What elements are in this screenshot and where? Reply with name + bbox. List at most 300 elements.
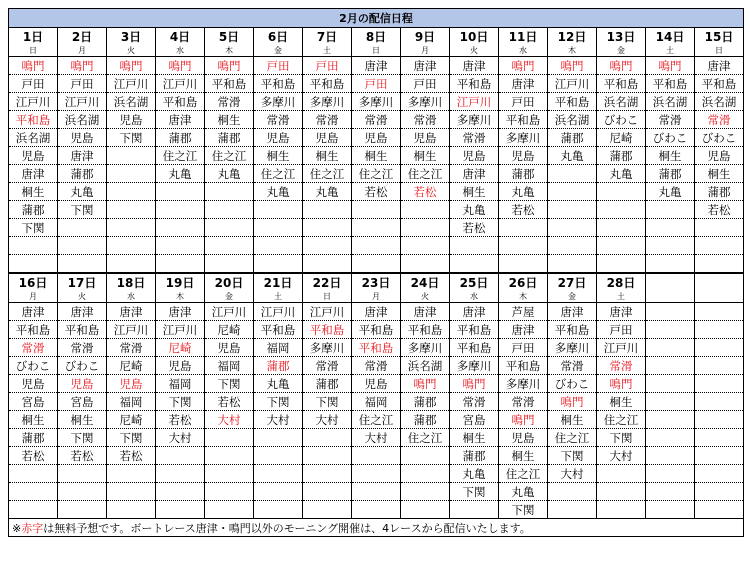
venue-cell: 住之江: [548, 429, 597, 447]
weekday-label: 木: [548, 45, 597, 57]
venue-cell: [205, 501, 254, 519]
venue-cell: [205, 237, 254, 255]
venue-cell: [646, 339, 695, 357]
venue-cell: 常滑: [9, 339, 58, 357]
venue-cell: 常滑: [597, 357, 646, 375]
day-number: 1日: [9, 28, 58, 46]
venue-cell: 下関: [205, 375, 254, 393]
venue-cell: [401, 219, 450, 237]
venue-cell: 鳴門: [450, 375, 499, 393]
venue-cell: 浜名湖: [597, 93, 646, 111]
venue-cell: [646, 501, 695, 519]
venue-cell: 多摩川: [548, 339, 597, 357]
venue-cell: [205, 429, 254, 447]
venue-cell: 児島: [303, 129, 352, 147]
weekday-label: 日: [695, 45, 744, 57]
venue-cell: 大村: [205, 411, 254, 429]
venue-cell: 浜名湖: [58, 111, 107, 129]
venue-cell: [9, 465, 58, 483]
venue-cell: [695, 447, 744, 465]
venue-cell: 蒲郡: [597, 147, 646, 165]
venue-cell: [401, 447, 450, 465]
venue-cell: [352, 447, 401, 465]
venue-cell: 芦屋: [499, 303, 548, 321]
venue-cell: [205, 255, 254, 274]
venue-cell: [107, 465, 156, 483]
venue-cell: 唐津: [401, 57, 450, 75]
venue-row: [9, 75, 744, 93]
venue-cell: 鳴門: [499, 411, 548, 429]
day-number: 20日: [205, 273, 254, 291]
venue-cell: [303, 201, 352, 219]
venue-cell: 多摩川: [352, 93, 401, 111]
venue-row: [9, 447, 744, 465]
venue-cell: [9, 255, 58, 274]
venue-cell: [107, 237, 156, 255]
venue-row: [9, 411, 744, 429]
venue-cell: [499, 237, 548, 255]
venue-cell: [254, 465, 303, 483]
venue-cell: 桐生: [548, 411, 597, 429]
venue-cell: 児島: [450, 147, 499, 165]
venue-cell: 大村: [597, 447, 646, 465]
venue-cell: [107, 183, 156, 201]
venue-cell: 下関: [254, 393, 303, 411]
venue-cell: [58, 465, 107, 483]
venue-cell: 住之江: [499, 465, 548, 483]
venue-cell: 平和島: [499, 111, 548, 129]
venue-cell: [597, 219, 646, 237]
schedule-sheet: [8, 8, 744, 537]
day-number: 21日: [254, 273, 303, 291]
venue-cell: 常滑: [352, 357, 401, 375]
venue-cell: [9, 483, 58, 501]
venue-cell: [401, 483, 450, 501]
day-number: 27日: [548, 273, 597, 291]
venue-cell: [695, 339, 744, 357]
venue-cell: 蒲郡: [646, 165, 695, 183]
venue-cell: 住之江: [205, 147, 254, 165]
venue-cell: 常滑: [303, 111, 352, 129]
venue-cell: 平和島: [450, 321, 499, 339]
venue-cell: [646, 219, 695, 237]
venue-cell: [548, 237, 597, 255]
venue-cell: 常滑: [499, 393, 548, 411]
venue-cell: 福岡: [107, 393, 156, 411]
venue-cell: 鳴門: [107, 57, 156, 75]
weekday-label: 月: [58, 45, 107, 57]
venue-cell: 桐生: [597, 393, 646, 411]
venue-cell: 江戸川: [450, 93, 499, 111]
venue-cell: 尼崎: [156, 339, 205, 357]
venue-cell: 浜名湖: [548, 111, 597, 129]
venue-cell: [303, 255, 352, 274]
venue-cell: [156, 201, 205, 219]
venue-cell: 桐生: [450, 429, 499, 447]
weekday-label: 日: [303, 291, 352, 303]
venue-cell: [254, 429, 303, 447]
weekday-label: 日: [352, 45, 401, 57]
venue-cell: [646, 447, 695, 465]
venue-cell: 下関: [107, 129, 156, 147]
venue-cell: 鳴門: [597, 375, 646, 393]
venue-cell: 児島: [401, 129, 450, 147]
venue-cell: 住之江: [352, 411, 401, 429]
venue-cell: 桐生: [9, 411, 58, 429]
venue-cell: びわこ: [548, 375, 597, 393]
venue-cell: [597, 465, 646, 483]
venue-cell: 平和島: [450, 339, 499, 357]
venue-cell: [695, 303, 744, 321]
venue-row: [9, 147, 744, 165]
venue-cell: 唐津: [156, 111, 205, 129]
venue-cell: [107, 165, 156, 183]
venue-cell: 児島: [499, 429, 548, 447]
venue-cell: 多摩川: [450, 111, 499, 129]
venue-cell: 平和島: [254, 321, 303, 339]
venue-cell: 児島: [156, 357, 205, 375]
footer-red-word: 赤字: [21, 521, 44, 535]
venue-cell: [597, 255, 646, 274]
venue-cell: 多摩川: [303, 339, 352, 357]
venue-cell: [254, 255, 303, 274]
venue-cell: 蒲郡: [548, 129, 597, 147]
venue-cell: 戸田: [58, 75, 107, 93]
venue-cell: 児島: [499, 147, 548, 165]
venue-cell: 若松: [352, 183, 401, 201]
venue-cell: [254, 501, 303, 519]
weekday-label: 木: [499, 291, 548, 303]
venue-cell: 丸亀: [450, 201, 499, 219]
venue-cell: 桐生: [499, 447, 548, 465]
venue-cell: 若松: [499, 201, 548, 219]
venue-cell: 若松: [401, 183, 450, 201]
venue-cell: 尼崎: [107, 357, 156, 375]
venue-cell: [156, 501, 205, 519]
venue-cell: [548, 219, 597, 237]
venue-cell: 唐津: [58, 303, 107, 321]
venue-cell: [156, 465, 205, 483]
venue-cell: [303, 219, 352, 237]
venue-cell: 唐津: [352, 303, 401, 321]
venue-cell: [303, 465, 352, 483]
venue-cell: 多摩川: [254, 93, 303, 111]
venue-cell: 児島: [58, 375, 107, 393]
venue-cell: 大村: [548, 465, 597, 483]
venue-cell: [9, 501, 58, 519]
venue-cell: 丸亀: [646, 183, 695, 201]
venue-cell: 桐生: [646, 147, 695, 165]
weekday-label: [695, 291, 744, 303]
venue-cell: 蒲郡: [9, 429, 58, 447]
venue-cell: [303, 429, 352, 447]
venue-cell: [695, 321, 744, 339]
day-number: 4日: [156, 28, 205, 46]
venue-cell: [695, 357, 744, 375]
venue-cell: 蒲郡: [401, 411, 450, 429]
venue-cell: [499, 219, 548, 237]
venue-cell: 鳴門: [499, 57, 548, 75]
venue-cell: [548, 501, 597, 519]
venue-cell: 尼崎: [107, 411, 156, 429]
weekday-label: 土: [303, 45, 352, 57]
weekday-label: 日: [9, 45, 58, 57]
venue-cell: [9, 237, 58, 255]
day-number: 8日: [352, 28, 401, 46]
venue-cell: [597, 237, 646, 255]
venue-row: [9, 429, 744, 447]
venue-cell: 住之江: [254, 165, 303, 183]
venue-cell: [646, 411, 695, 429]
day-number: 5日: [205, 28, 254, 46]
weekday-label: 水: [156, 45, 205, 57]
venue-cell: びわこ: [9, 357, 58, 375]
venue-cell: [695, 375, 744, 393]
venue-cell: 住之江: [303, 165, 352, 183]
weekday-label: 金: [254, 45, 303, 57]
venue-cell: 江戸川: [58, 93, 107, 111]
venue-cell: 丸亀: [303, 183, 352, 201]
day-number: 28日: [597, 273, 646, 291]
venue-row: [9, 483, 744, 501]
venue-cell: 蒲郡: [401, 393, 450, 411]
venue-cell: 福岡: [156, 375, 205, 393]
venue-cell: [156, 483, 205, 501]
venue-cell: 児島: [352, 375, 401, 393]
weekday-label: 月: [401, 45, 450, 57]
venue-cell: 尼崎: [205, 321, 254, 339]
venue-cell: [254, 447, 303, 465]
venue-cell: [254, 219, 303, 237]
weekday-label: 金: [597, 45, 646, 57]
venue-cell: 平和島: [156, 93, 205, 111]
venue-cell: [156, 255, 205, 274]
venue-cell: 唐津: [156, 303, 205, 321]
venue-cell: びわこ: [58, 357, 107, 375]
venue-cell: 児島: [9, 375, 58, 393]
venue-cell: [205, 483, 254, 501]
day-number: 24日: [401, 273, 450, 291]
venue-cell: 常滑: [450, 129, 499, 147]
venue-cell: 蒲郡: [58, 165, 107, 183]
weekday-label: 火: [107, 45, 156, 57]
venue-cell: [303, 237, 352, 255]
weekday-label: [646, 291, 695, 303]
venue-cell: 常滑: [254, 111, 303, 129]
venue-cell: 鳴門: [58, 57, 107, 75]
venue-cell: 平和島: [695, 75, 744, 93]
venue-cell: [352, 483, 401, 501]
day-number: 12日: [548, 28, 597, 46]
day-number: 10日: [450, 28, 499, 46]
venue-cell: 江戸川: [156, 75, 205, 93]
venue-cell: 児島: [58, 129, 107, 147]
venue-cell: 丸亀: [58, 183, 107, 201]
venue-cell: 丸亀: [548, 147, 597, 165]
venue-cell: [597, 201, 646, 219]
day-number: 25日: [450, 273, 499, 291]
venue-row: [9, 321, 744, 339]
venue-cell: 常滑: [401, 111, 450, 129]
venue-cell: [548, 483, 597, 501]
venue-cell: 常滑: [303, 357, 352, 375]
venue-row: [9, 393, 744, 411]
venue-cell: 下関: [58, 201, 107, 219]
venue-cell: 丸亀: [597, 165, 646, 183]
venue-row: [9, 303, 744, 321]
venue-cell: 丸亀: [254, 375, 303, 393]
venue-cell: 蒲郡: [450, 447, 499, 465]
venue-cell: 丸亀: [254, 183, 303, 201]
venue-cell: [548, 183, 597, 201]
venue-cell: [107, 501, 156, 519]
venue-cell: [597, 483, 646, 501]
venue-cell: [695, 501, 744, 519]
venue-cell: 福岡: [352, 393, 401, 411]
venue-cell: 平和島: [352, 339, 401, 357]
venue-cell: 下関: [303, 393, 352, 411]
venue-cell: [254, 483, 303, 501]
venue-cell: 江戸川: [205, 303, 254, 321]
venue-cell: 桐生: [9, 183, 58, 201]
day-number: 6日: [254, 28, 303, 46]
venue-cell: 常滑: [695, 111, 744, 129]
venue-cell: 児島: [352, 129, 401, 147]
venue-cell: [646, 393, 695, 411]
venue-cell: 平和島: [303, 75, 352, 93]
venue-cell: [303, 447, 352, 465]
venue-cell: 下関: [499, 501, 548, 519]
venue-cell: 唐津: [107, 303, 156, 321]
day-number: 9日: [401, 28, 450, 46]
venue-cell: 大村: [156, 429, 205, 447]
venue-cell: 常滑: [205, 93, 254, 111]
venue-cell: [401, 255, 450, 274]
venue-cell: [646, 201, 695, 219]
venue-cell: [646, 237, 695, 255]
venue-row: [9, 57, 744, 75]
venue-cell: 桐生: [303, 147, 352, 165]
venue-cell: [156, 183, 205, 201]
venue-cell: 多摩川: [303, 93, 352, 111]
venue-cell: [58, 255, 107, 274]
venue-cell: [156, 219, 205, 237]
venue-cell: [401, 501, 450, 519]
venue-cell: 桐生: [695, 165, 744, 183]
venue-cell: [597, 501, 646, 519]
venue-cell: 丸亀: [499, 183, 548, 201]
venue-cell: 鳴門: [548, 393, 597, 411]
schedule-table: [8, 8, 744, 537]
venue-cell: [499, 255, 548, 274]
venue-cell: 戸田: [352, 75, 401, 93]
venue-cell: 蒲郡: [156, 129, 205, 147]
venue-row: [9, 129, 744, 147]
weekday-label: 月: [9, 291, 58, 303]
venue-cell: [303, 501, 352, 519]
venue-cell: 唐津: [450, 165, 499, 183]
venue-cell: [352, 501, 401, 519]
venue-cell: 唐津: [450, 303, 499, 321]
venue-cell: 若松: [205, 393, 254, 411]
venue-cell: 唐津: [548, 303, 597, 321]
venue-cell: 住之江: [401, 165, 450, 183]
weekday-label: 水: [499, 45, 548, 57]
venue-cell: 平和島: [9, 111, 58, 129]
venue-cell: [254, 201, 303, 219]
venue-cell: [156, 447, 205, 465]
day-number: 18日: [107, 273, 156, 291]
venue-cell: 戸田: [254, 57, 303, 75]
venue-cell: 江戸川: [156, 321, 205, 339]
day-number: 15日: [695, 28, 744, 46]
venue-cell: [646, 465, 695, 483]
venue-cell: 下関: [58, 429, 107, 447]
venue-cell: 住之江: [401, 429, 450, 447]
venue-cell: 鳴門: [646, 57, 695, 75]
venue-cell: [695, 255, 744, 274]
venue-cell: 江戸川: [254, 303, 303, 321]
venue-cell: [156, 237, 205, 255]
venue-cell: [450, 255, 499, 274]
footer-note: [9, 519, 744, 537]
footer-row: [9, 519, 744, 537]
venue-cell: [695, 237, 744, 255]
weekday-label: 木: [156, 291, 205, 303]
venue-row: [9, 465, 744, 483]
venue-cell: 桐生: [352, 147, 401, 165]
venue-cell: [695, 393, 744, 411]
venue-cell: [205, 447, 254, 465]
venue-cell: [205, 465, 254, 483]
venue-cell: 多摩川: [401, 93, 450, 111]
venue-cell: 常滑: [450, 393, 499, 411]
venue-row: [9, 219, 744, 237]
venue-cell: 鳴門: [9, 57, 58, 75]
day-number: 7日: [303, 28, 352, 46]
venue-cell: 丸亀: [156, 165, 205, 183]
venue-cell: 戸田: [401, 75, 450, 93]
weekday-label: 火: [450, 45, 499, 57]
venue-cell: 児島: [9, 147, 58, 165]
venue-cell: 常滑: [548, 357, 597, 375]
venue-cell: [303, 483, 352, 501]
day-number: 23日: [352, 273, 401, 291]
venue-row: [9, 93, 744, 111]
venue-cell: 福岡: [254, 339, 303, 357]
venue-cell: 丸亀: [499, 483, 548, 501]
venue-cell: 江戸川: [597, 339, 646, 357]
venue-cell: [205, 183, 254, 201]
venue-cell: 江戸川: [548, 75, 597, 93]
venue-cell: 若松: [695, 201, 744, 219]
venue-cell: 浜名湖: [646, 93, 695, 111]
venue-cell: 下関: [450, 483, 499, 501]
day-number: 19日: [156, 273, 205, 291]
venue-cell: 若松: [58, 447, 107, 465]
venue-cell: 児島: [107, 375, 156, 393]
venue-cell: 多摩川: [450, 357, 499, 375]
venue-cell: [646, 255, 695, 274]
venue-cell: 若松: [107, 447, 156, 465]
venue-row: [9, 183, 744, 201]
venue-cell: 桐生: [58, 411, 107, 429]
venue-cell: 唐津: [352, 57, 401, 75]
weekday-label: 水: [107, 291, 156, 303]
venue-cell: 唐津: [9, 165, 58, 183]
venue-cell: 平和島: [401, 321, 450, 339]
venue-cell: 鳴門: [548, 57, 597, 75]
